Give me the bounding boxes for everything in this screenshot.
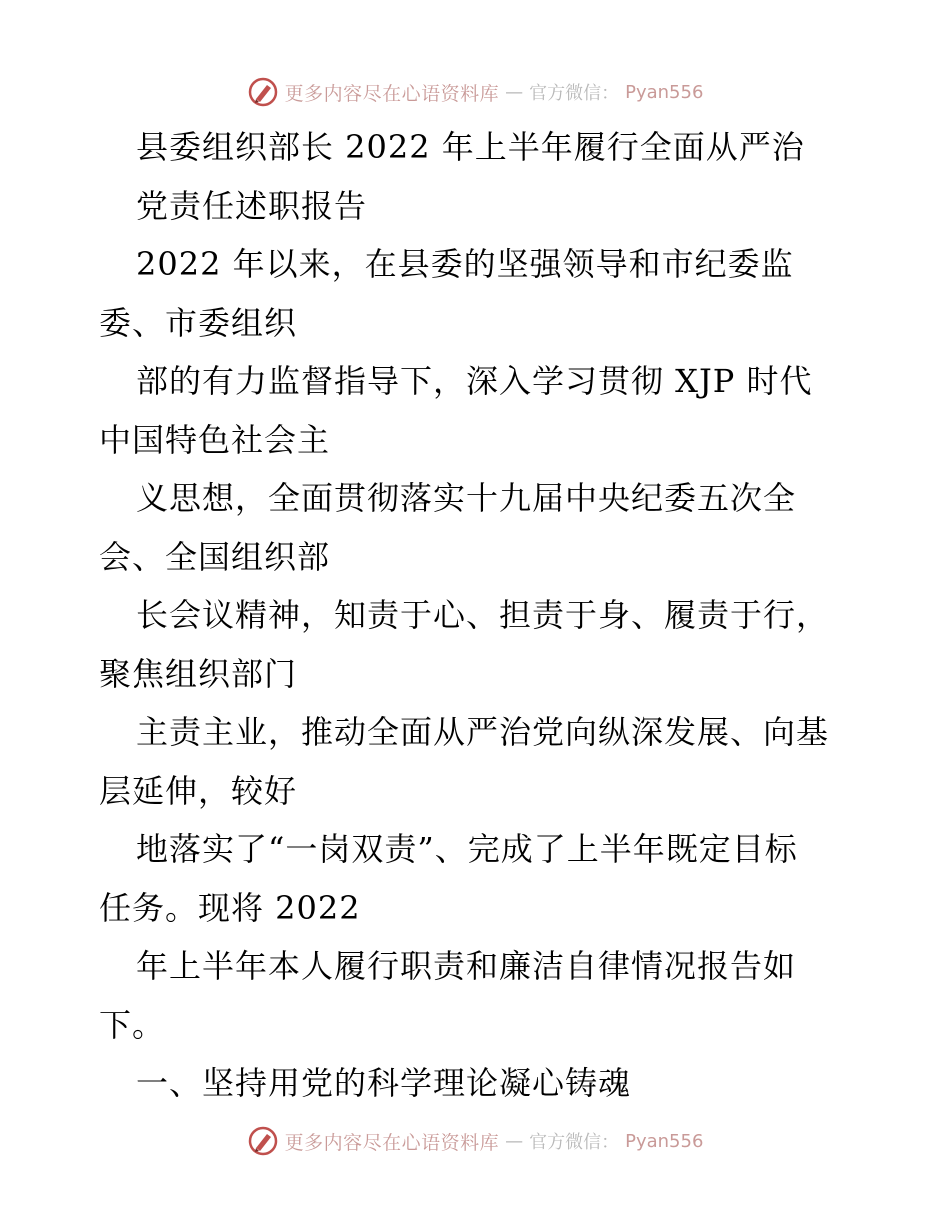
watermark-wechat-id: Pyan556: [625, 1130, 704, 1152]
watermark-label: 官方微信：: [529, 1132, 620, 1153]
watermark-wechat-id: Pyan556: [625, 81, 704, 103]
document-line: 中国特色社会主: [99, 420, 331, 459]
document-line: 义思想，全面贯彻落实十九届中央纪委五次全: [136, 479, 797, 517]
document-line: 一、坚持用党的科学理论凝心铸魂: [136, 1064, 632, 1102]
watermark-text: 更多内容尽在心语资料库: [284, 1131, 500, 1154]
document-line: 年上半年本人履行职责和廉洁自律情况报告如: [136, 947, 797, 985]
watermark-text: 更多内容尽在心语资料库: [284, 82, 500, 105]
document-line: 部的有力监督指导下，深入学习贯彻 XJP 时代: [136, 362, 813, 400]
document-line: 地落实了“一岗双责”、完成了上半年既定目标: [136, 830, 798, 868]
document-line: 会、全国组织部: [99, 537, 331, 576]
document-line: 党责任述职报告: [136, 186, 368, 225]
document-line: 长会议精神，知责于心、担责于身、履责于行，: [136, 596, 830, 634]
watermark-separator: —: [505, 81, 524, 103]
document-line: 县委组织部长 2022 年上半年履行全面从严治: [136, 128, 805, 166]
footer-watermark: [0, 1119, 950, 1163]
document-line: 任务。现将 2022: [99, 888, 361, 927]
watermark-label: 官方微信：: [529, 83, 620, 104]
pen-logo-icon: [247, 76, 279, 108]
document-line: 主责主业，推动全面从严治党向纵深发展、向基: [136, 713, 830, 751]
document-line: 2022 年以来，在县委的坚强领导和市纪委监: [136, 245, 794, 283]
pen-logo-icon: [247, 1125, 279, 1157]
document-line: 层延伸，较好: [99, 771, 298, 810]
header-watermark: [0, 70, 950, 114]
document-line: 聚焦组织部门: [99, 654, 298, 693]
document-line: 下。: [99, 1005, 166, 1044]
watermark-separator: —: [505, 1130, 524, 1152]
document-line: 委、市委组织: [99, 303, 298, 342]
document-body: [99, 118, 859, 1113]
